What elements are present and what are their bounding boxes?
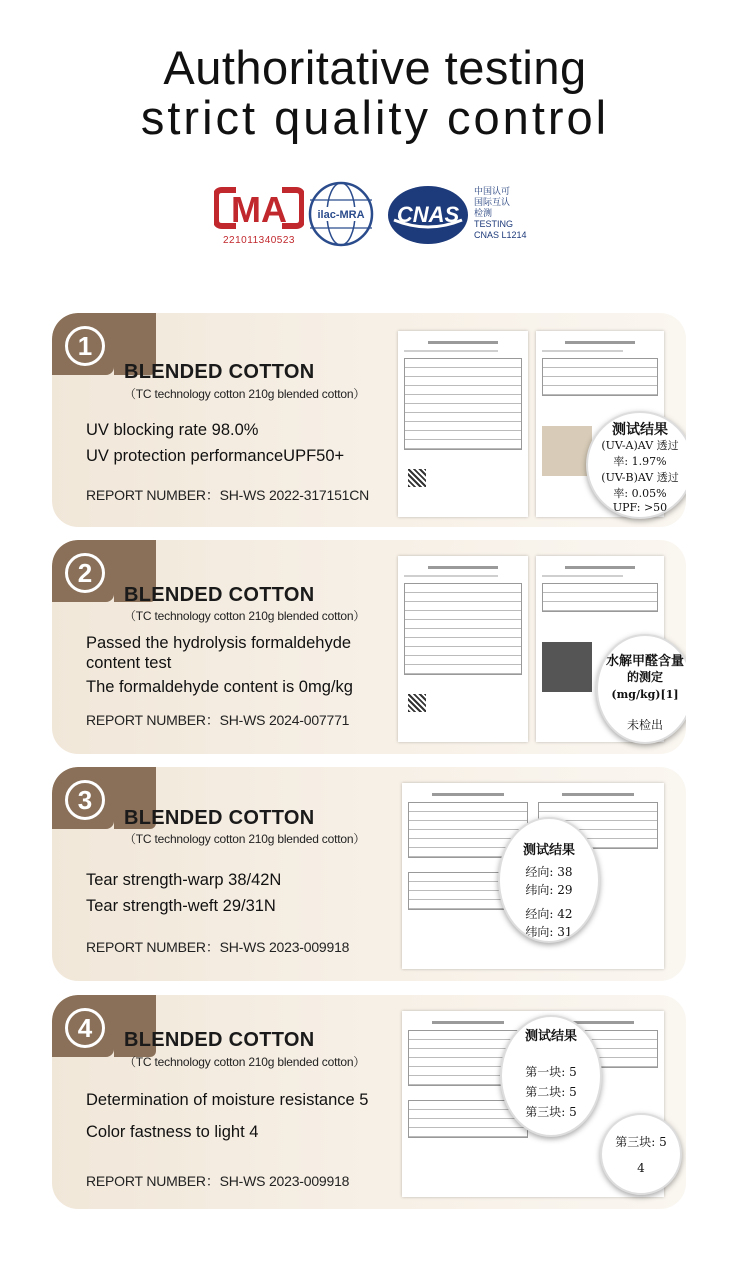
cnas-caption xyxy=(474,186,527,241)
cnas-text: CNAS xyxy=(396,202,460,227)
card-result-line1: Tear strength-warp 38/42N xyxy=(86,871,282,889)
result-magnifier-small: 第三块: 5 4 xyxy=(600,1113,682,1195)
card-result-line1: UV blocking rate 98.0% xyxy=(86,421,259,439)
qr-code-icon xyxy=(408,469,426,487)
fabric-sample xyxy=(542,426,592,476)
card-result-line2: Tear strength-weft 29/31N xyxy=(86,897,276,915)
card-report-number: REPORT NUMBER：SH-WS 2023-009918 xyxy=(86,1173,350,1189)
certification-logos xyxy=(0,178,750,250)
cnas-cn2: 国际互认 xyxy=(474,197,511,207)
card-heading: BLENDED COTTON xyxy=(124,361,315,383)
card-result-line1: Passed the hydrolysis formaldehyde xyxy=(86,634,352,652)
card-number-icon: 1 xyxy=(65,326,105,366)
cma-mark-icon xyxy=(214,186,304,230)
card-heading: BLENDED COTTON xyxy=(124,584,315,606)
card-subtitle: （TC technology cotton 210g blended cotton） xyxy=(124,609,366,623)
fabric-sample xyxy=(542,642,592,692)
cma-text: MA xyxy=(231,189,287,230)
result-magnifier: 水解甲醛含量 的测定 (mg/kg)[1] 未检出 xyxy=(596,634,686,744)
cnas-en2: CNAS L1214 xyxy=(474,230,527,240)
card-number-icon: 4 xyxy=(65,1008,105,1048)
test-card-3 xyxy=(52,767,686,981)
cnas-mark-icon xyxy=(386,184,470,246)
card-subtitle: （TC technology cotton 210g blended cotton） xyxy=(124,1055,366,1069)
cnas-cn3: 检测 xyxy=(474,208,493,218)
report-page-left xyxy=(398,331,528,517)
test-card-4 xyxy=(52,995,686,1209)
card-report-number: REPORT NUMBER：SH-WS 2022-317151CN xyxy=(86,487,370,503)
card-result-line1: Determination of moisture resistance 5 xyxy=(86,1091,369,1109)
cnas-en1: TESTING xyxy=(474,219,514,229)
result-magnifier: 测试结果 (UV-A)AV 透过 率: 1.97% (UV-B)AV 透过 率: 0.05% UPF: >50 xyxy=(586,411,686,519)
card-heading: BLENDED COTTON xyxy=(124,1029,315,1051)
cma-number: 221011340523 xyxy=(223,235,295,246)
report-page-left xyxy=(398,556,528,742)
card-report-number: REPORT NUMBER：SH-WS 2024-007771 xyxy=(86,712,350,728)
ilac-mra-logo xyxy=(306,178,376,250)
cma-logo xyxy=(214,186,304,248)
card-subtitle: （TC technology cotton 210g blended cotton） xyxy=(124,832,366,846)
card-number-icon: 2 xyxy=(65,553,105,593)
card-heading: BLENDED COTTON xyxy=(124,807,315,829)
test-card-2 xyxy=(52,540,686,754)
page-title-line2: strict quality control xyxy=(140,91,610,144)
result-magnifier: 测试结果 经向: 38 纬向: 29 经向: 42 纬向: 31 xyxy=(498,817,600,943)
card-result-line2: Color fastness to light 4 xyxy=(86,1123,259,1141)
card-result-line2: UV protection performanceUPF50+ xyxy=(86,447,345,465)
ilac-text: ilac-MRA xyxy=(317,209,365,221)
ilac-globe-icon xyxy=(306,178,376,250)
card-result-line2: The formaldehyde content is 0mg/kg xyxy=(86,678,353,696)
cnas-cn1: 中国认可 xyxy=(474,186,511,196)
card-subtitle: （TC technology cotton 210g blended cotton） xyxy=(124,387,366,401)
test-card-1 xyxy=(52,313,686,527)
page-title-line1: Authoritative testing xyxy=(163,41,587,94)
card-number-icon: 3 xyxy=(65,780,105,820)
card-report-number: REPORT NUMBER：SH-WS 2023-009918 xyxy=(86,939,350,955)
result-magnifier: 测试结果 第一块: 5 第二块: 5 第三块: 5 xyxy=(500,1015,602,1137)
cnas-logo xyxy=(386,184,470,246)
qr-code-icon xyxy=(408,694,426,712)
card-result-line1b: content test xyxy=(86,654,172,672)
